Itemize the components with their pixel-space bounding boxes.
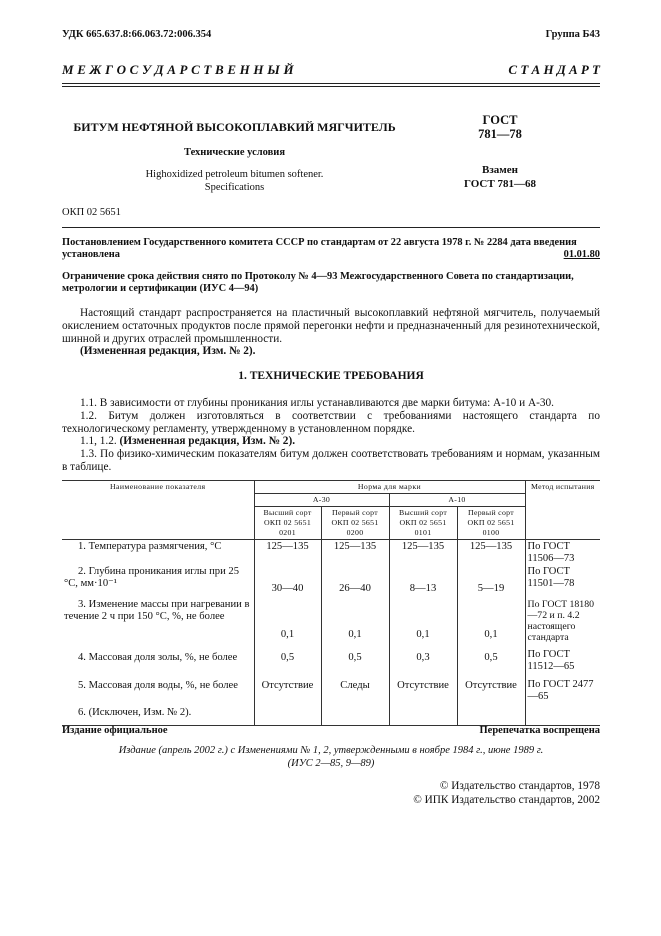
row-method: По ГОСТ 11506—73 xyxy=(525,540,600,566)
restriction-text: Ограничение срока действия снято по Протоколу № 4—93 Межгосударственного Совета по стандартизации, метрологии и сертификации (ИУС 4—94) xyxy=(62,271,574,294)
okp-label: ОКП 02 5651 0101 xyxy=(399,518,447,537)
row-value: 0,1 xyxy=(457,595,525,644)
row-value: 125—135 xyxy=(457,540,525,566)
row-value: 0,1 xyxy=(254,595,321,644)
header-sub-first-a10 xyxy=(457,507,525,540)
row-empty-cell xyxy=(525,703,600,725)
table-row xyxy=(62,674,600,703)
header-norm: Норма для марки xyxy=(254,481,525,494)
header-sub-top-a10 xyxy=(389,507,457,540)
edition-line-2: (ИУС 2—85, 9—89) xyxy=(287,757,375,769)
para-amend-1-1-1-2 xyxy=(62,435,600,448)
table-row xyxy=(62,565,600,595)
row-value: 125—135 xyxy=(254,540,321,566)
row-value: Следы xyxy=(321,674,389,703)
para-1-3: 1.3. По физико-химическим показателям битум должен соответствовать требованиям и нормам, указанным в таблице. xyxy=(62,448,600,473)
row-excluded: 6. (Исключен, Изм. № 2). xyxy=(62,703,254,725)
section1-paragraphs xyxy=(62,397,600,474)
copyright-1978: © Издательство стандартов, 1978 xyxy=(439,780,600,792)
document-subtitle: Технические условия xyxy=(183,147,286,158)
header-grade-a30: А-30 xyxy=(254,494,389,507)
row-method: По ГОСТ 2477—65 xyxy=(525,674,600,703)
table-row xyxy=(62,540,600,566)
header-sub-first-label: Первый сорт xyxy=(332,508,378,517)
gost-label: ГОСТ xyxy=(482,113,518,127)
english-title-line2: Specifications xyxy=(204,182,265,193)
decree-text xyxy=(62,237,600,261)
intro-amendment: (Измененная редакция, Изм. № 2). xyxy=(80,345,256,358)
row-name: 5. Массовая доля воды, %, не более xyxy=(78,680,238,691)
row-value: 0,1 xyxy=(321,595,389,644)
para-1-2: 1.2. Битум должен изготовляться в соответствии с требованиями настоящего стандарта по технологическому регламенту, утвержденному в установленном порядке. xyxy=(62,409,600,435)
row-value: 0,3 xyxy=(389,644,457,674)
row-value: Отсутствие xyxy=(254,674,321,703)
title-rule xyxy=(62,227,600,228)
row-empty-cell xyxy=(254,703,321,725)
section-title: 1. ТЕХНИЧЕСКИЕ ТРЕБОВАНИЯ xyxy=(238,370,424,382)
document-title: БИТУМ НЕФТЯНОЙ ВЫСОКОПЛАВКИЙ МЯГЧИТЕЛЬ xyxy=(73,120,396,134)
row-value: 0,5 xyxy=(321,644,389,674)
gost-number: 781—78 xyxy=(478,127,522,141)
row-name: 3. Изменение массы при нагревании в течение 2 ч при 150 °С, %, не более xyxy=(64,599,250,622)
header-sub-top-label: Высший сорт xyxy=(398,508,448,517)
decree-body: Постановлением Государственного комитета СССР по стандартам от 22 августа 1978 г. № 2284 дата введения установлена xyxy=(62,237,577,260)
intro-paragraph xyxy=(62,307,600,358)
row-value: 0,5 xyxy=(254,644,321,674)
row-name: 2. Глубина проникания иглы при 25 °С, мм·10⁻¹ xyxy=(64,566,240,589)
okp-label: ОКП 02 5651 0100 xyxy=(467,518,515,537)
table-row xyxy=(62,703,600,725)
banner-word-interstate: М Е Ж Г О С У Д А Р С Т В Е Н Н Ы Й xyxy=(62,62,294,77)
table-row xyxy=(62,644,600,674)
reprint-prohibited-label: Перепечатка воспрещена xyxy=(479,725,600,736)
row-value: 0,5 xyxy=(457,644,525,674)
header-sub-first-label: Первый сорт xyxy=(468,508,514,517)
standard-banner xyxy=(62,62,600,78)
table-header-row-1 xyxy=(62,481,600,494)
row-value: 26—40 xyxy=(321,565,389,595)
row-value: 5—19 xyxy=(457,565,525,595)
table-row xyxy=(62,595,600,644)
row-method: По ГОСТ 18180—72 и п. 4.2 настоящего стандарта xyxy=(525,595,600,644)
banner-rule-2 xyxy=(62,86,600,87)
copyright-2002: © ИПК Издательство стандартов, 2002 xyxy=(413,794,600,806)
edition-note xyxy=(62,745,600,770)
row-value: Отсутствие xyxy=(457,674,525,703)
requirements-table xyxy=(62,480,600,726)
row-name: 4. Массовая доля золы, %, не более xyxy=(78,652,238,663)
row-empty-cell xyxy=(389,703,457,725)
header-grade-a10: А-10 xyxy=(389,494,525,507)
banner-word-standard: С Т А Н Д А Р Т xyxy=(508,62,600,77)
okp-label: ОКП 02 5651 0201 xyxy=(263,518,312,537)
intro-text: Настоящий стандарт распространяется на пластичный высокоплавкий нефтяной мягчитель, получаемый окислением остаточных продуктов после прямой перегонки нефти и предназначенный для резинотехнической, шинной и других отраслей промышленности. xyxy=(62,307,600,345)
english-title-line1: Highoxidized petroleum bitumen softener. xyxy=(145,169,324,180)
replaces-label: Взамен xyxy=(482,164,518,176)
okp-code: ОКП 02 5651 xyxy=(62,207,121,218)
para-1-1: 1.1. В зависимости от глубины проникания иглы устанавливаются две марки битума: А-10 и А-30. xyxy=(80,397,554,409)
row-empty-cell xyxy=(321,703,389,725)
row-value: 125—135 xyxy=(321,540,389,566)
header-sub-top-a30 xyxy=(254,507,321,540)
official-edition-label: Издание официальное xyxy=(62,725,168,736)
row-name: 1. Температура размягчения, °С xyxy=(78,541,222,552)
row-value: 8—13 xyxy=(389,565,457,595)
okp-label: ОКП 02 5651 0200 xyxy=(331,518,379,537)
header-sub-top-label: Высший сорт xyxy=(263,508,312,517)
header-sub-first-a30 xyxy=(321,507,389,540)
row-value: 0,1 xyxy=(389,595,457,644)
udk-code: УДК 665.637.8:66.063.72:006.354 xyxy=(62,29,212,40)
banner-rule xyxy=(62,83,600,84)
header-method: Метод испытания xyxy=(525,481,600,540)
row-value: 125—135 xyxy=(389,540,457,566)
para-amend-prefix: 1.1, 1.2. xyxy=(80,435,117,448)
para-amend-note: (Измененная редакция, Изм. № 2). xyxy=(119,435,296,448)
row-method: По ГОСТ 11501—78 xyxy=(525,565,600,595)
row-value: Отсутствие xyxy=(389,674,457,703)
row-empty-cell xyxy=(457,703,525,725)
group-code: Группа Б43 xyxy=(545,29,600,40)
row-value: 30—40 xyxy=(254,565,321,595)
intro-date: 01.01.80 xyxy=(563,249,600,260)
row-method: По ГОСТ 11512—65 xyxy=(525,644,600,674)
replaces-gost: ГОСТ 781—68 xyxy=(464,178,536,190)
header-indicator-name: Наименование показателя xyxy=(62,481,254,540)
edition-line-1: Издание (апрель 2002 г.) с Изменениями № 1, 2, утвержденными в ноябре 1984 г., июне 1989 г. xyxy=(118,745,544,756)
